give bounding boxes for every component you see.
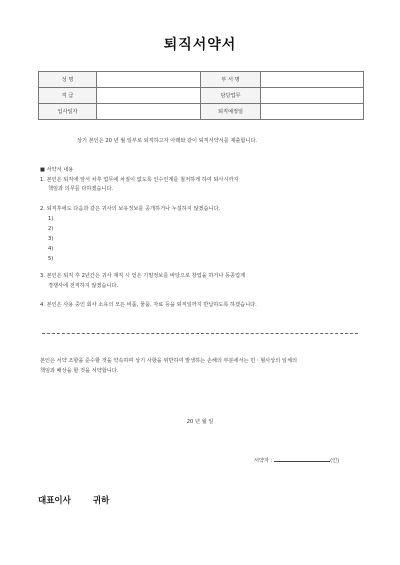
pledge-item-2: 2. 퇴직후에도 다음과 같은 귀사의 보유정보를 공개하거나 누설하지 않겠습니다. <box>40 206 221 212</box>
sub-item: 3) <box>48 236 54 242</box>
pledge-statement-line-2: 책임과 배상을 할 것을 서약합니다. <box>40 368 119 374</box>
pledge-item-1-line-1: 1. 본인은 퇴직에 앞서 차후 업무에 차질이 없도록 인수인계를 철저하게 하여 퇴사시까지 <box>40 177 239 183</box>
department-field[interactable] <box>261 72 364 88</box>
honorific: 귀하 <box>92 496 110 506</box>
pledge-item-3-line-2: 경쟁사에 전직하지 않겠습니다. <box>48 283 119 289</box>
table-row <box>39 88 364 104</box>
section-heading: ■ 서약서 내용 <box>40 167 74 173</box>
signature-field[interactable] <box>274 456 330 462</box>
table-row <box>39 72 364 88</box>
pledge-statement-line-1: 본인은 서약 조항을 준수할 것을 약속하며 상기 사항을 위반하여 발생하는 손해의 부분에서는 민ㆍ형사상의 일체의 <box>40 358 297 364</box>
name-label: 성 명 <box>39 72 97 88</box>
employee-info-table <box>38 71 364 120</box>
name-field[interactable] <box>97 72 201 88</box>
hire-date-label: 입사일자 <box>39 104 97 120</box>
dashed-divider <box>42 333 358 334</box>
addressee: 대표이사 <box>38 496 71 506</box>
duty-label: 담당업무 <box>201 88 261 104</box>
pledge-item-4: 4. 본인은 사용 중인 회사 소유의 모든 비품, 물품, 자료 등을 퇴직일까지 반납하도록 하겠습니다. <box>40 302 257 308</box>
intro-text: 상기 본인은 20 년 월 일부로 퇴직하고자 아래와 같이 퇴직서약서를 제출합니다. <box>77 138 258 144</box>
signer-label: 서약자 : <box>254 458 273 464</box>
table-row <box>39 104 364 120</box>
hire-date-field[interactable] <box>97 104 201 120</box>
signing-date: 20 년 월 일 <box>186 419 214 425</box>
sub-item: 2) <box>48 226 54 232</box>
pledge-item-3-line-1: 3. 본인은 퇴직 후 2년간은 귀사 재직 시 얻은 기밀정보를 바탕으로 창업을 하거나 동종업계 <box>40 273 246 279</box>
resign-date-field[interactable] <box>261 104 364 120</box>
pledge-item-1-line-2: 책임과 의무를 다하겠습니다. <box>48 186 114 192</box>
sub-item: 4) <box>48 246 54 252</box>
sub-item: 5) <box>48 256 54 262</box>
duty-field[interactable] <box>261 88 364 104</box>
signer-line <box>254 456 339 465</box>
position-label: 직 급 <box>39 88 97 104</box>
department-label: 부 서 명 <box>201 72 261 88</box>
position-field[interactable] <box>97 88 201 104</box>
sub-item: 1) <box>48 216 54 222</box>
seal-mark: (인) <box>330 458 340 464</box>
document-title: 퇴직서약서 <box>163 37 237 53</box>
resign-date-label: 퇴직예정일 <box>201 104 261 120</box>
addressee-line <box>38 494 109 506</box>
